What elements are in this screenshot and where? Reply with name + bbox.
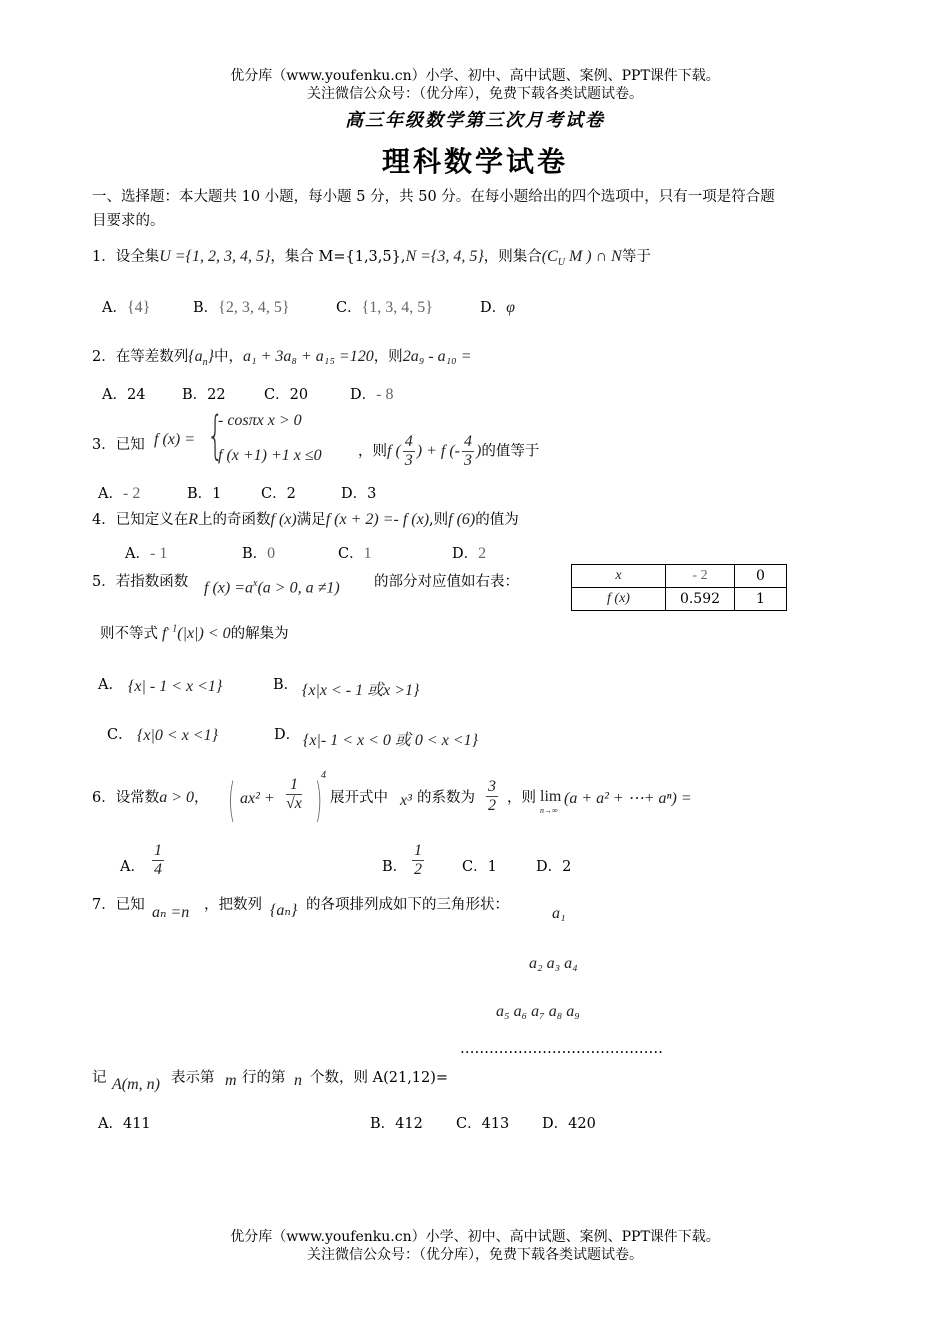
footer-line-1: 优分库（www.youfenku.cn）小学、初中、高中试题、案例、PPT课件下载。 (230, 1229, 720, 1245)
q5-option-b-label[interactable]: B． (273, 677, 299, 693)
q6-opt-b-den: 2 (414, 861, 422, 878)
q6-stem-b: ， (194, 790, 209, 806)
q4-opt-d-label: D． (452, 546, 479, 562)
value-table (571, 564, 787, 611)
q1-math-u: U ={1, 2, 3, 4, 5} (159, 248, 271, 265)
q7-math-n: n (294, 1072, 302, 1089)
q3-stem-rest (358, 433, 539, 470)
q6-binomial-frac (284, 776, 304, 813)
q5-math-f (204, 578, 340, 597)
q2-text-c: ，则 (373, 349, 403, 365)
q1-option-b[interactable] (193, 296, 290, 317)
q1-opt-b-label: B． (193, 300, 219, 316)
q3-math-q-b: ) + f (- (416, 442, 461, 460)
q2-opt-d-value: - 8 (376, 386, 394, 403)
q5-option-d[interactable]: {x|- 1 < x < 0 或 0 < x <1} (303, 732, 479, 749)
q7-text-a: 7．已知 (92, 897, 145, 913)
q1-opt-a-label: A． (102, 300, 127, 316)
q5-text-a: 5．若指数函数 (92, 574, 189, 590)
header-line-2: 关注微信公众号：（优分库），免费下载各类试题试卷。 (307, 86, 643, 102)
triangle-row-2: a₂ a₃ a₄ (529, 955, 578, 972)
q5-ineq-b: (|x|) < 0 (177, 625, 231, 642)
q2-option-d[interactable] (350, 383, 393, 404)
table-row (572, 588, 787, 611)
q7-math-amn: A(m, n) (112, 1076, 160, 1093)
q6-power: 4 (321, 770, 326, 781)
q3-text-c: 的值等于 (481, 443, 540, 460)
q6-frac-den: √x (286, 795, 302, 812)
q6-stem-a: 6．设常数 (92, 790, 160, 806)
q6-math-cond: a > 0 (159, 789, 195, 806)
q4-text-c: 满足 (296, 512, 326, 528)
q2-math-eq: a₁ + 3a₈ + a₁₅ =120 (243, 348, 374, 365)
q3-option-b[interactable]: B．1 (187, 486, 222, 502)
q1-opt-b-value: {2, 3, 4, 5} (218, 299, 290, 316)
q4-opt-a-label: A． (125, 546, 150, 562)
q6-paren-right: ) (315, 773, 323, 827)
q7-math-seq: {aₙ} (270, 902, 298, 919)
q7-option-b[interactable]: B．412 (370, 1116, 423, 1132)
q3-option-d[interactable]: D．3 (341, 486, 377, 502)
q6-opt-a-den: 4 (154, 861, 162, 878)
q1-opt-c-value: {1, 3, 4, 5} (361, 299, 433, 316)
q3-text-b: ，则 (358, 443, 387, 460)
q2-opt-d-label: D． (350, 387, 377, 403)
q3-text-a: 3．已知 (92, 437, 145, 453)
table-cell: 0.592 (666, 588, 735, 611)
q2-option-b[interactable]: B．22 (182, 387, 226, 403)
exam-subtitle: 高三年级数学第三次月考试卷 (345, 110, 605, 131)
q3-brace: { (207, 406, 224, 466)
q2-option-a[interactable]: A．24 (102, 387, 146, 403)
q3-case-2: f (x +1) +1 x ≤0 (218, 447, 322, 464)
q6-lim-sub: n→∞ (540, 806, 558, 815)
q3-option-c[interactable]: C．2 (261, 486, 296, 502)
q2-text-b: 中， (214, 349, 244, 365)
question-5-stem (92, 570, 188, 591)
q3-math-q-c: ) (476, 442, 482, 460)
q6-option-b[interactable] (410, 842, 426, 879)
footer-line-2: 关注微信公众号：（优分库），免费下载各类试题试卷。 (307, 1247, 643, 1263)
q7-text-e: 表示第 (171, 1070, 215, 1086)
q7-text-g: 个数，则 A(21,12)= (310, 1070, 449, 1086)
q2-option-c[interactable]: C．20 (264, 387, 309, 403)
q3-opt-a-label: A． (98, 486, 123, 502)
q3-opt-a-value: - 2 (122, 485, 141, 502)
question-1-stem (92, 245, 651, 268)
q4-option-b[interactable] (242, 542, 275, 563)
q2-math-seq: {a (188, 348, 203, 365)
table-cell: 0 (735, 565, 787, 588)
q6-opt-b-num: 1 (414, 842, 422, 859)
q5-math-f-text: f (x) =a (204, 579, 253, 597)
q5-ineq-sup: - 1 (166, 623, 178, 635)
q6-text-a (92, 786, 209, 807)
q7-math-m: m (225, 1072, 237, 1089)
table-cell: 1 (735, 588, 787, 611)
q7-text-f: 行的第 (242, 1070, 286, 1086)
header-line-1: 优分库（www.youfenku.cn）小学、初中、高中试题、案例、PPT课件下载。 (230, 68, 720, 84)
q7-option-d[interactable]: D．420 (542, 1116, 596, 1132)
q5-math-cond: (a > 0, a ≠1) (257, 579, 340, 597)
question-4-stem (92, 508, 519, 529)
q4-option-d[interactable] (452, 542, 486, 563)
q4-math-r: R (188, 511, 199, 528)
q1-opt-d-value: φ (506, 299, 515, 316)
q5-math-sup: x (253, 578, 258, 589)
q3-option-a[interactable] (98, 482, 140, 503)
q7-text-d: 记 (92, 1070, 107, 1086)
q7-option-c[interactable]: C．413 (456, 1116, 510, 1132)
q1-math-sub: U (557, 257, 565, 269)
q6-option-c[interactable]: C．1 (462, 859, 497, 875)
q2-text-a: 2．在等差数列 (92, 349, 189, 365)
q6-frac-num: 1 (286, 776, 302, 795)
q5-option-b[interactable]: {x|x < - 1 或x >1} (302, 682, 420, 699)
q6-coef-den: 2 (488, 797, 496, 814)
q1-math-n: N ={3, 4, 5} (405, 248, 484, 265)
q6-lim: lim (540, 788, 562, 805)
q1-opt-d-label: D． (480, 300, 507, 316)
table-cell: - 2 (666, 565, 735, 588)
q6-binomial-a: ax² + (240, 790, 275, 807)
section-instructions-2: 目要求的。 (92, 213, 165, 229)
table-cell: f (x) (572, 588, 666, 611)
triangle-row-1: a₁ (552, 905, 566, 922)
section-instructions-1: 一、选择题：本大题共 10 小题，每小题 5 分，共 50 分。在每小题给出的四个选项中，只有一项是符合题 (92, 189, 775, 205)
q4-text-a: 4．已知定义在 (92, 512, 189, 528)
table-cell: x (572, 565, 666, 588)
q5-option-c-label[interactable]: C． (107, 727, 133, 743)
q1-opt-a-value: {4} (126, 299, 151, 316)
q6-text-e: ，则 (507, 790, 536, 806)
q4-opt-a-value: - 1 (149, 545, 168, 562)
q4-option-c[interactable] (338, 542, 372, 563)
q5-text-c: 则不等式 (100, 626, 158, 642)
q6-option-b-label[interactable]: B． (382, 859, 408, 875)
q3-frac2-den: 3 (464, 452, 473, 469)
q5-text-b: 的部分对应值如右表： (374, 574, 519, 590)
q3-frac2-num: 4 (464, 433, 473, 450)
q2-math-seq-end: } (207, 348, 215, 365)
q1-opt-c-label: C． (336, 300, 362, 316)
q5-option-c[interactable]: {x|0 < x <1} (137, 727, 218, 744)
q4-opt-c-value: 1 (363, 545, 372, 562)
q4-opt-c-label: C． (338, 546, 364, 562)
q5-option-a-label[interactable]: A． (98, 677, 123, 693)
q6-coef (484, 778, 500, 815)
q6-text-d: 的系数为 (417, 790, 475, 806)
q3-math-q-a: f ( (387, 442, 401, 460)
q5-ineq-a: f (162, 625, 167, 642)
q6-option-a-label[interactable]: A． (120, 859, 145, 875)
q1-text-a: 1．设全集 (92, 249, 160, 265)
q4-text-b: 上的奇函数 (198, 512, 271, 528)
q4-opt-b-label: B． (242, 546, 268, 562)
q7-text-c: 的各项排列成如下的三角形状： (306, 897, 509, 913)
q7-math-an: aₙ =n (152, 904, 190, 921)
q6-option-a[interactable] (150, 842, 166, 879)
q4-opt-d-value: 2 (478, 545, 487, 562)
q6-lim-expr: (a + a² + ⋯+ aⁿ) = (564, 790, 692, 807)
q6-opt-a-num: 1 (154, 842, 162, 859)
q4-math-f: f (x) (270, 511, 297, 528)
q1-option-d[interactable] (480, 296, 515, 317)
q6-option-d[interactable]: D．2 (536, 859, 572, 875)
q7-text-b: ，把数列 (204, 897, 262, 913)
q1-text-b: ，集合 M={1,3,5}, (270, 249, 406, 265)
triangle-dots: …………………………………… (460, 1041, 663, 1057)
q5-option-d-label[interactable]: D． (274, 727, 301, 743)
q1-option-c[interactable] (336, 296, 433, 317)
q1-math-expr: (C (541, 248, 558, 265)
q6-paren-left: ( (228, 773, 236, 827)
q5-stem-cont (100, 622, 289, 643)
q3-case-1: - cosπx x > 0 (218, 412, 302, 429)
q6-math-x3: x³ (400, 792, 412, 809)
triangle-row-3: a₅ a₆ a₇ a₈ a₉ (496, 1003, 580, 1020)
q6-coef-num: 3 (488, 778, 496, 795)
q4-opt-b-value: 0 (267, 545, 276, 562)
q5-option-a[interactable]: {x| - 1 < x <1} (128, 678, 223, 695)
q3-math-f: f (x) = (154, 431, 195, 448)
q6-text-c: 展开式中 (330, 790, 388, 806)
exam-title: 理科数学试卷 (381, 145, 568, 178)
q1-text-d: 等于 (621, 249, 651, 265)
q1-option-a[interactable] (102, 296, 150, 317)
q2-math-seq-sub: n (202, 357, 208, 369)
q4-math-eq: f (x + 2) =- f (x) (325, 511, 430, 528)
q4-option-a[interactable] (125, 542, 167, 563)
q5-text-d: 的解集为 (230, 626, 289, 642)
q7-option-a[interactable]: A．411 (98, 1116, 151, 1132)
question-2-stem (92, 345, 472, 368)
q4-math-q: f (6) (448, 511, 476, 528)
q3-frac1-num: 4 (404, 433, 413, 450)
q3-frac1-den: 3 (404, 452, 413, 469)
q4-text-d: ,则 (429, 512, 449, 528)
q4-text-e: 的值为 (475, 512, 519, 528)
q1-text-c: ，则集合 (483, 249, 542, 265)
table-row (572, 565, 787, 588)
q1-math-expr2: M ) ∩ N (564, 248, 622, 265)
q2-math-q: 2a₉ - a₁₀ = (402, 348, 472, 365)
